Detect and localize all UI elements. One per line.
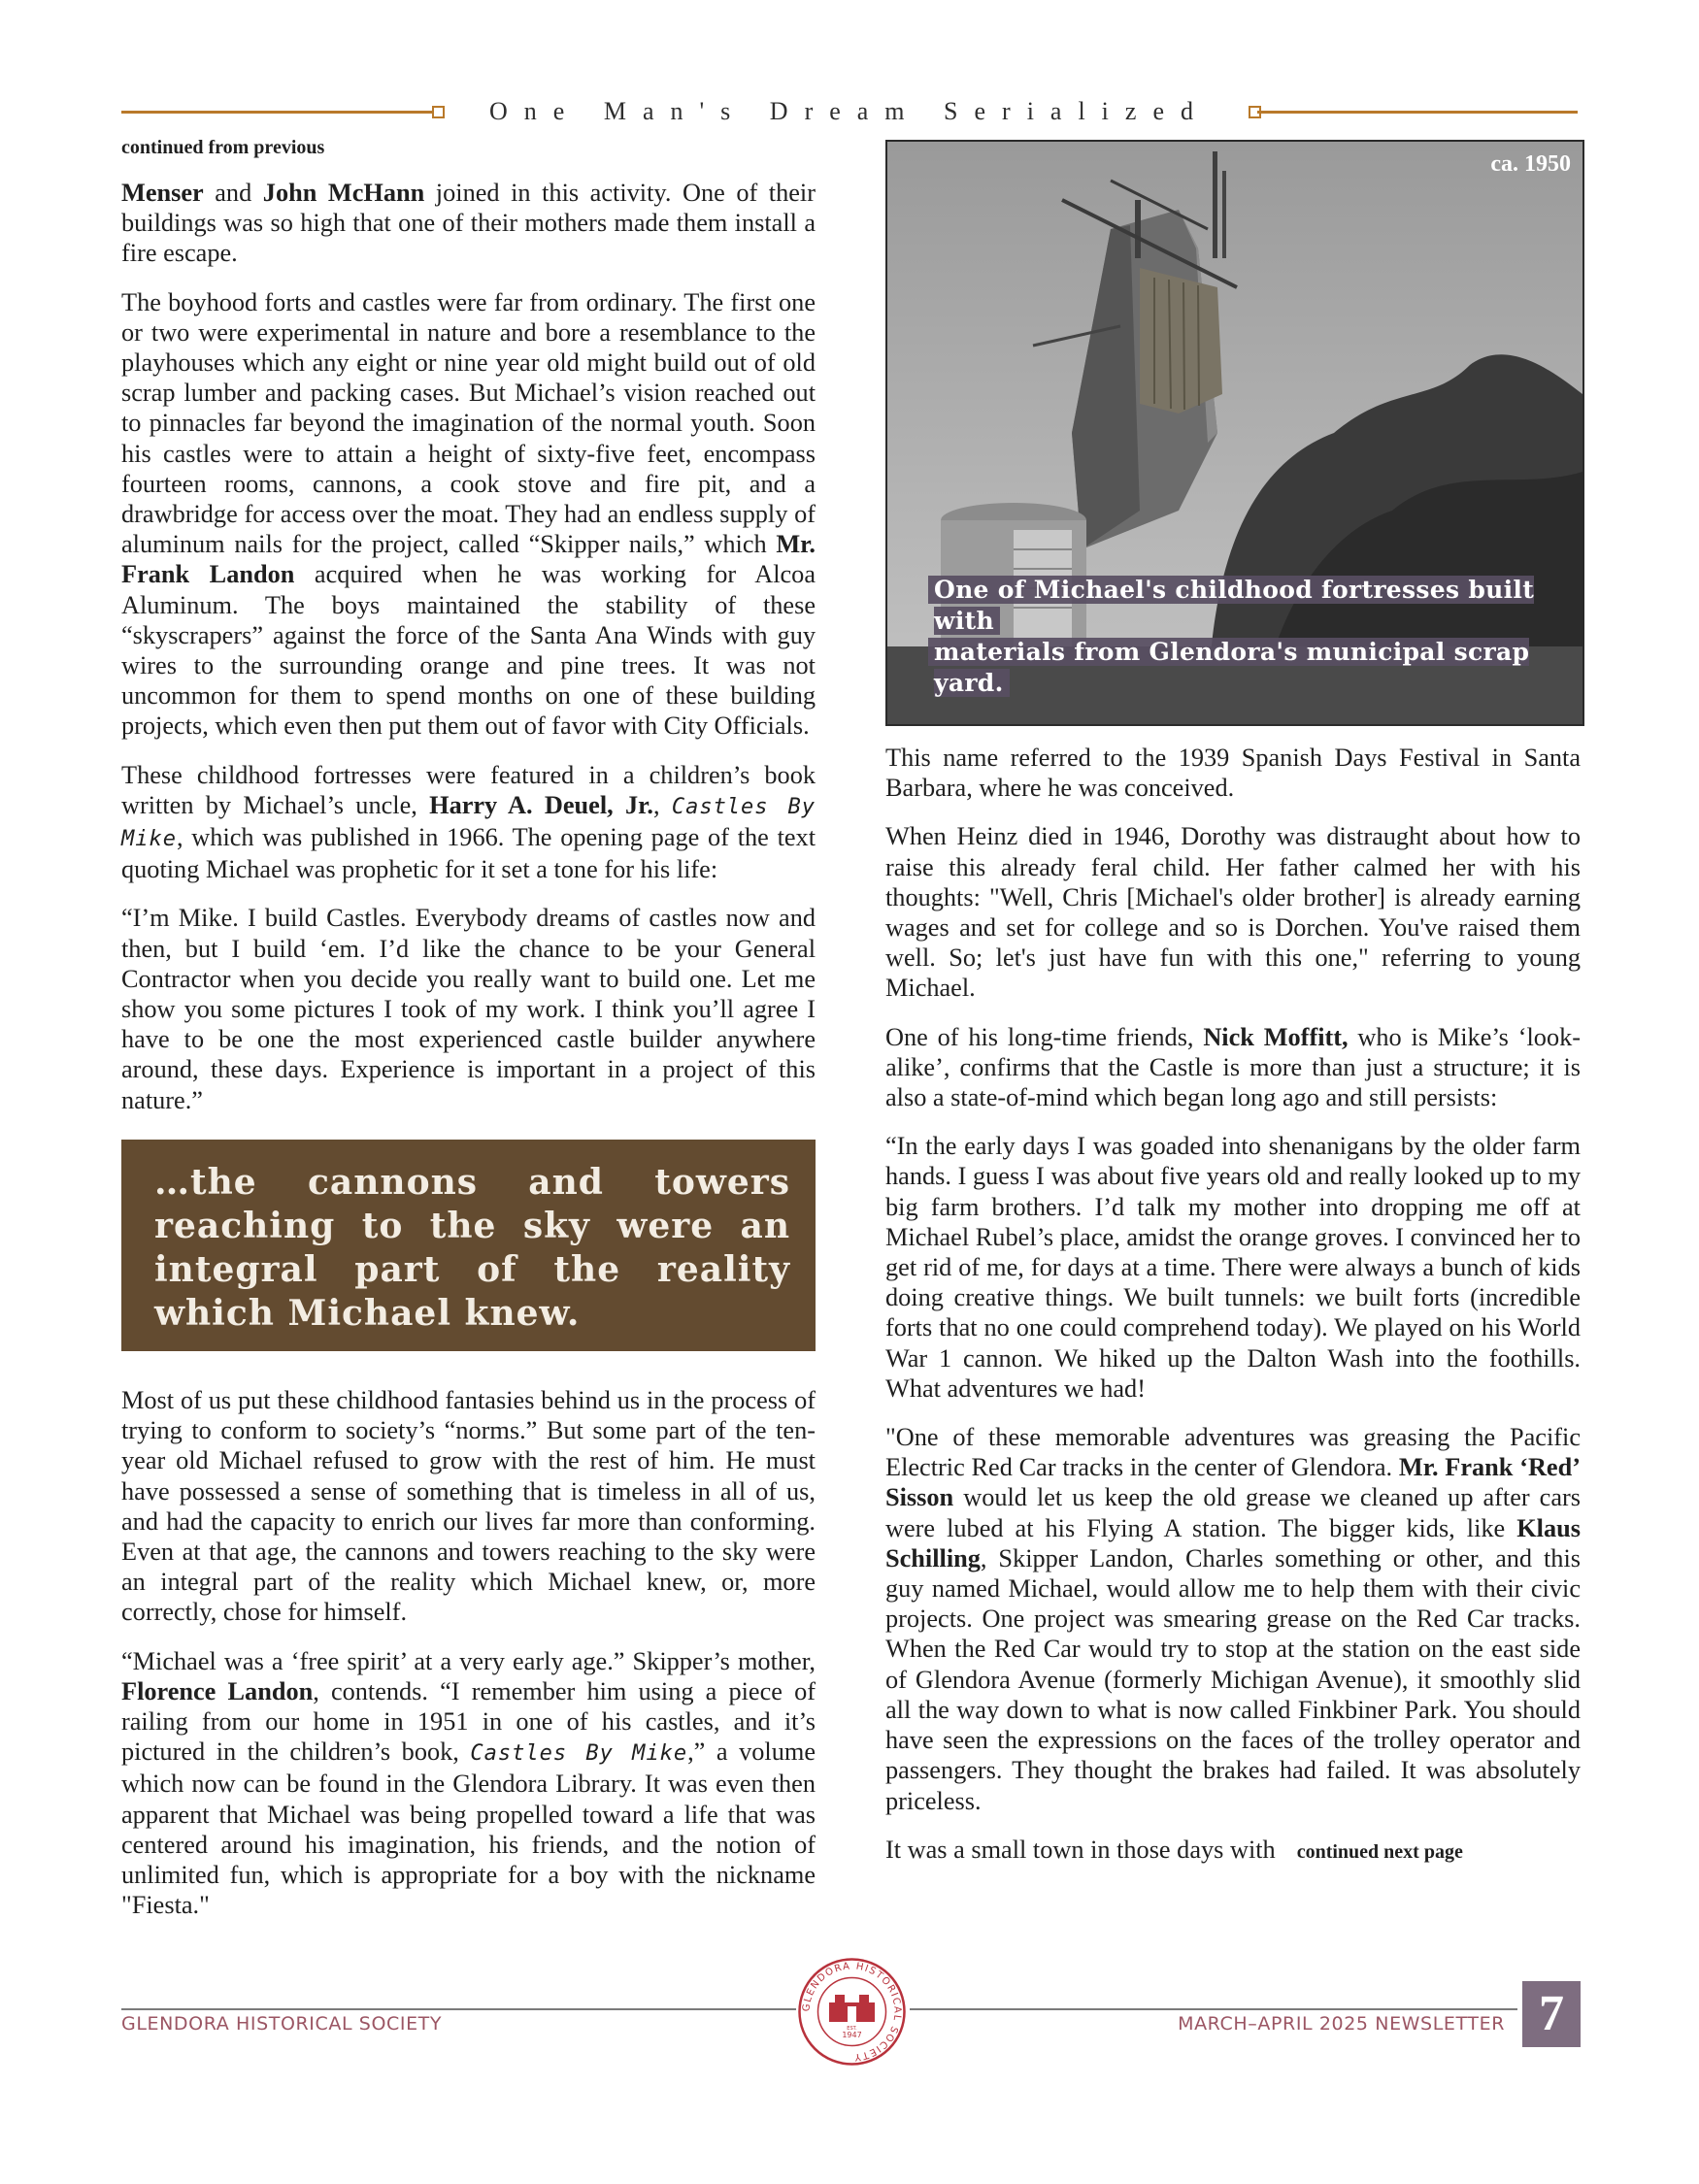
photo-date: ca. 1950: [1490, 151, 1571, 177]
text-run: These childhood fortresses were featured in a children’s book written by Michael’s uncle,: [121, 760, 816, 819]
text-run: , contends. “I remember him using a piece of railing from our home in 1951 in one of his castles, and it’s pictured in the children’s book,: [121, 1676, 816, 1767]
person-name: Harry A. Deuel, Jr.: [429, 790, 653, 819]
seal-ring-text: GLENDORA HISTORICAL SOCIETY: [801, 1961, 903, 2063]
left-column: [121, 136, 816, 1938]
continued-next-label: continued next page: [1296, 1840, 1463, 1863]
text-run: The boyhood forts and castles were far from ordinary. The first one or two were experimental in nature and bore a resemblance to the playhouses which any eight or nine year old might build out of old scrap lumber and packing cases. But Michael’s vision reached out to pinnacles far beyond the imagination of the normal youth. Soon his castles were to attain a height of sixty-five feet, encompass fourteen rooms, cannons, a cook stove and fire pit, and a drawbridge for access over the moat. They had an endless supply of aluminum nails for the project, called “Skipper nails,” which: [121, 287, 816, 559]
quote-paragraph: “I’m Mike. I build Castles. Everybody dreams of castles now and then, but I build ‘em. I’d like the chance to be your General Contractor when you decide you really want to build one. Let me show you some pictures I took of my work. I think you’ll agree I have to be one the most experienced castle builder anywhere around, these days. Experience is important in a project of this nature.”: [121, 904, 816, 1114]
text-run: , which was published in 1966. The opening page of the text quoting Michael was prophetic for it set a tone for his life:: [121, 823, 816, 884]
pull-quote: …the cannons and towers reaching to the sky were an integral part of the reality which Michael knew.: [121, 1140, 816, 1351]
footer-organization: GLENDORA HISTORICAL SOCIETY: [121, 2013, 443, 2035]
person-name: Nick Moffitt,: [1203, 1022, 1349, 1051]
paragraph: [121, 760, 816, 885]
text-run: would let us keep the old grease we cleaned up after cars were lubed at his Flying A station. The bigger kids, like: [885, 1483, 1581, 1542]
paragraph: [885, 1835, 1581, 1868]
header-ornament-left: [432, 106, 445, 118]
paragraph: [121, 1646, 816, 1921]
footer-divider-left: [121, 2008, 796, 2010]
header-line-right: [1257, 111, 1578, 114]
text-run: who is Mike’s ‘look-alike’, confirms that the Castle is more than just a structure; it is also a state-of-mind which began long ago and still persists:: [885, 1022, 1581, 1112]
paragraph: [121, 178, 816, 269]
continued-from-label: continued from previous: [121, 137, 325, 158]
seal-year: 1947: [842, 2031, 862, 2039]
header-line-left: [121, 111, 432, 114]
person-name: John McHann: [262, 179, 425, 207]
footer-issue: MARCH–APRIL 2025 NEWSLETTER: [1178, 2013, 1505, 2035]
paragraph: [121, 287, 816, 742]
text-run: It was a small town in those days with: [885, 1835, 1276, 1864]
paragraph: Most of us put these childhood fantasies behind us in the process of trying to conform to society’s “norms.” But some part of the ten-year old Michael refused to grow with the rest of him. He must have possessed a sense of something that is timeless in all of us, and had the capacity to enrich our lives far more than conforming. Even at that age, the cannons and towers reaching to the sky were an integral part of the reality which Michael knew, or, more correctly, chose for himself.: [121, 1385, 816, 1627]
photo-caption-line: One of Michael's childhood fortresses built with: [934, 576, 1535, 635]
text-run: “Michael was a ‘free spirit’ at a very early age.” Skipper’s mother,: [121, 1646, 816, 1675]
text-run: "One of these memorable adventures was greasing the Pacific Electric Red Car tracks in the center of Glendora.: [885, 1423, 1581, 1482]
person-name: Mr. Frank ‘Red’ Sisson: [885, 1453, 1581, 1512]
text-run: acquired when he was working for Alcoa Aluminum. The boys maintained the stability of these “skyscrapers” against the force of the Santa Ana Winds with guy wires to the surrounding orange and pine trees. It was not uncommon for them to spend months on one of these building projects, which even then put them out of favor with City Officials.: [121, 560, 816, 741]
book-title: Castles By Mike: [470, 1741, 688, 1767]
paragraph: [885, 1022, 1581, 1113]
fortress-photo: [885, 140, 1584, 726]
page-title: One Man's Dream Serialized: [489, 97, 1210, 125]
photo-caption-line: materials from Glendora's municipal scrap yard.: [934, 638, 1530, 697]
text-run: and: [203, 179, 263, 207]
person-name: Klaus Schilling: [885, 1513, 1581, 1572]
book-title: Castles By Mike: [121, 794, 816, 852]
seal-est: EST.: [847, 2026, 857, 2032]
text-run: One of his long-time friends,: [885, 1022, 1204, 1051]
header-rule: [121, 95, 1578, 130]
photo-caption: [934, 575, 1536, 699]
paragraph: [885, 1422, 1581, 1816]
paragraph: When Heinz died in 1946, Dorothy was distraught about how to raise this already feral child. Her father calmed her with his thoughts: "Well, Chris [Michael's older brother] is already earning wages and set for college and so is Dorchen. You've raised them well. So; let's just have fun with this one," referring to young Michael.: [885, 822, 1581, 1003]
quote-paragraph: “In the early days I was goaded into shenanigans by the older farm hands. I guess I was about five years old and really looked up to my big farm brothers. I’d talk my mother into dropping me off at Michael Rubel’s place, amidst the orange groves. I convinced her to get rid of me, for days at a time. There were always a bunch of kids doing creative things. We built tunnels: we built forts (incredible forts that no one could comprehend today). We played on his World War 1 cannon. We hiked up the Dalton Wash into the foothills. What adventures we had!: [885, 1132, 1581, 1403]
person-name: Menser: [121, 179, 204, 207]
paragraph: This name referred to the 1939 Spanish Days Festival in Santa Barbara, where he was conceived.: [885, 744, 1581, 803]
right-column: [885, 743, 1581, 1886]
historical-society-seal-icon: [796, 1956, 908, 2068]
text-run: ,” a volume which now can be found in the Glendora Library. It was even then apparent that Michael was being propelled toward a life that was centered around his imagination, his friends, and the notion of unlimited fun, which is appropriate for a boy with the nickname "Fiesta.": [121, 1737, 816, 1920]
person-name: Mr. Frank Landon: [121, 530, 816, 589]
footer-divider-right: [910, 2008, 1517, 2010]
text-run: joined in this activity. One of their buildings was so high that one of their mothers made them install a fire escape.: [121, 179, 816, 268]
person-name: Florence Landon: [121, 1676, 314, 1705]
page-number: 7: [1522, 1981, 1581, 2047]
text-run: , Skipper Landon, Charles something or other, and this guy named Michael, would allow me to help them with their civic projects. One project was smearing grease on the Red Car tracks. When the Red Car would try to stop at the station on the east side of Glendora Avenue (formerly Michigan Avenue), it smoothly slid all the way down to what is now called Finkbiner Park. You should have seen the expressions on the faces of the trolley operator and passengers. They thought the brakes had failed. It was absolutely priceless.: [885, 1543, 1581, 1815]
text-run: ,: [652, 790, 672, 819]
